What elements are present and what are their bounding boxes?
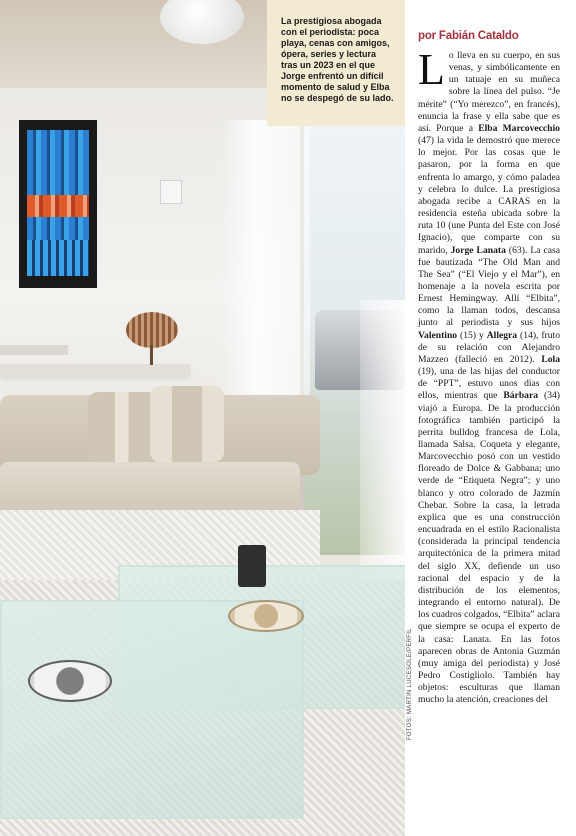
- table-lamp-stem: [150, 345, 153, 365]
- bold-name: Bárbara: [503, 390, 539, 402]
- body-text: (34) viajó a Europa. De la producción fotográfica también participó la perrita bulldog francesa de Lola, llamada Salsa. Coqueta y elegante, Marcovecchio posó con un vestido floreado de Dolce & Gabbana; uno verde de “Etiqueta Negra”; y uno blanco y otro colorado de Jazmín Chebar. Sobre la casa, la letrada explica que es una construcción encuadrada en el estilo Racionalista (considerada la principal tendencia arquitectónica de la primera mitad del siglo XX, defiende un uso racional del espacio y de la distribución de los elementos, integrando el entorno natural). De los cuadros colgados, “Elbita” aclara que siempre se ocupa el experto de la casa: Lanata. En las fotos aparecen obras de Antonia Guzmán (muy amiga del periodista) y José Pedro Costigliolo. También hay objetos: esculturas que llaman mucho la atención, creaciones del: [418, 390, 560, 706]
- body-text: (19), una de las hijas del conductor de “PPT”, estuvo unos días con ellos, mientras que: [418, 366, 560, 402]
- table-lamp: [126, 312, 178, 348]
- decorative-dish-gold: [228, 600, 304, 632]
- article-body: [418, 45, 561, 706]
- sheer-curtain-right: [360, 300, 405, 600]
- painting-lower-band: [27, 240, 89, 276]
- sculpture-object: [238, 545, 266, 587]
- photo-credit: FOTOS: MARTIN LUCESOLE/PERFIL: [407, 628, 413, 740]
- bold-name: Valentino: [418, 329, 458, 341]
- wall-shelf: [0, 345, 68, 355]
- console-shelf: [0, 364, 190, 376]
- bold-name: Elba Marcovecchio: [478, 122, 560, 134]
- article-column: [418, 30, 560, 706]
- decorative-dish-silver: [28, 660, 112, 702]
- sofa-cushion: [0, 462, 300, 516]
- striped-pillow-2: [150, 386, 224, 462]
- body-text: (63). La casa fue bautizada “The Old Man and The Sea” (“El Viejo y el Mar”), en homenaje a la novela escrita por Ernest Hemingway. Allí “Elbita”, como la llaman todos, descansa junto al periodista y sus hijos: [418, 244, 560, 329]
- photo-caption: La prestigiosa abogada con el periodista: poca playa, cenas con amigos, ópera, series y lectura tras un 2023 en el que Jorge enfrentó un difícil momento de salud y Elba no se despegó de su lado.: [267, 0, 405, 126]
- body-text: (15) y: [457, 329, 487, 341]
- glass-table-top-front: [0, 600, 304, 819]
- bold-name: Lola: [541, 353, 560, 365]
- byline: por Fabián Cataldo: [418, 30, 519, 42]
- light-switch: [160, 180, 182, 204]
- painting-band: [27, 195, 89, 217]
- bold-name: Allegra: [486, 329, 518, 341]
- body-text: (14), fruto de su relación con Alejandro Mazzeo (falleció en 2012).: [418, 329, 561, 365]
- body-text: o lleva en su cuerpo, en sus venas, y simbólicamente en un tatuaje en su muñeca sobre la línea del pulso. “Je mérite” (“Yo merezco”, en francés), enuncia la frase y ella sabe que es así. Porque a: [418, 50, 560, 134]
- bold-name: Jorge Lanata: [450, 244, 506, 256]
- drop-cap: L: [418, 45, 445, 94]
- body-text: (47) la vida le demostró que merece lo mejor. Por las cosas que le pasaron, por la forma en que enfrenta lo amargo, y cómo paladea y celebra lo dulce. La prestigiosa abogada recibe a CARAS en la residencia esteña ubicada sobre la ruta 10 (une Punta del Este con José Ignacio), que comparte con su marido,: [418, 135, 560, 256]
